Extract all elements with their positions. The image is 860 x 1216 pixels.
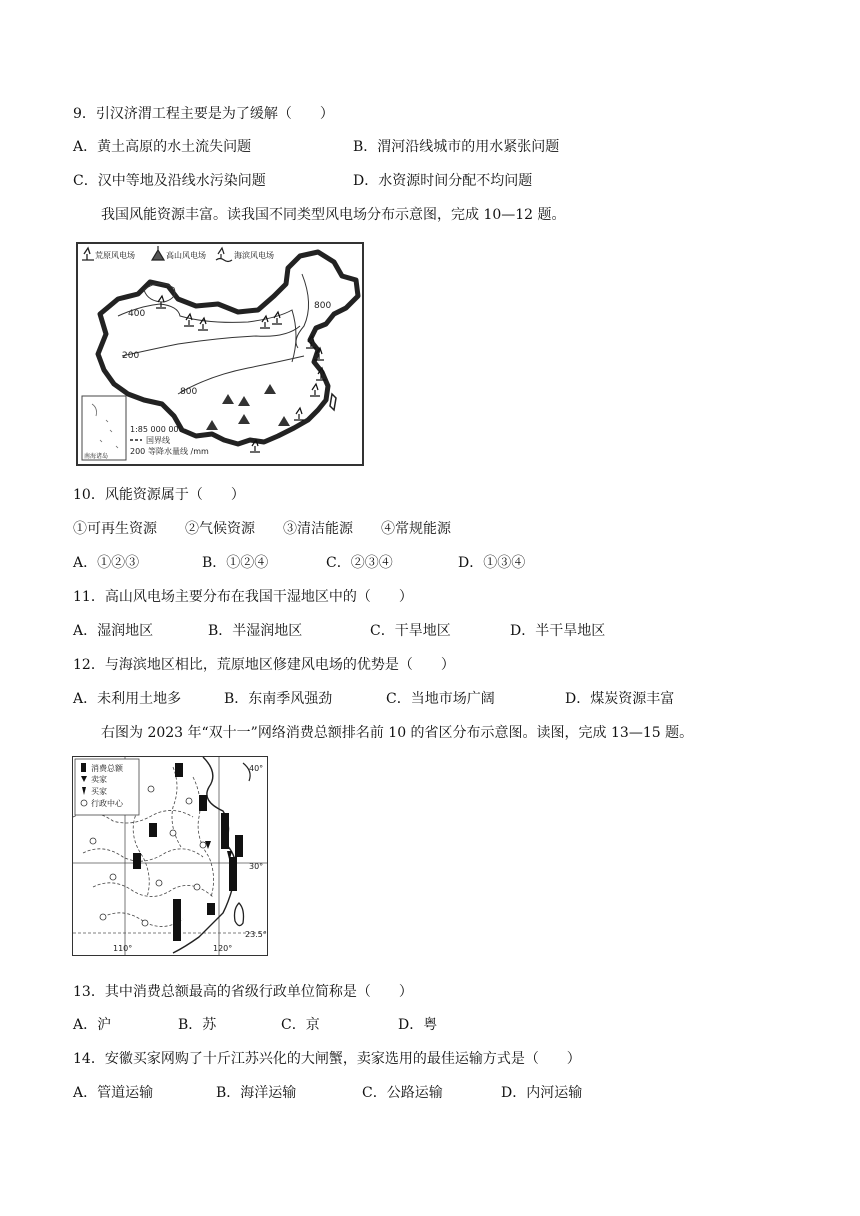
- lon-label-120: 120°: [213, 944, 233, 953]
- bar-henan: [149, 823, 157, 837]
- q12-stem: 12．与海滨地区相比，荒原地区修建风电场的优势是（ ）: [73, 657, 455, 673]
- isoline-label-400: 400: [128, 309, 146, 319]
- q13-option-d: D．粤: [398, 1017, 438, 1033]
- admin-center-icon: [100, 914, 106, 920]
- q12-option-d: D．煤炭资源丰富: [565, 691, 675, 707]
- admin-center-icon: [186, 798, 192, 804]
- coastline: [173, 757, 236, 953]
- admin-center-icon: [170, 830, 176, 836]
- q14-option-a: A．管道运输: [73, 1085, 154, 1101]
- q9-option-d: D．水资源时间分配不均问题: [353, 173, 533, 189]
- taiwan-island: [235, 903, 244, 926]
- q14-stem: 14．安徽买家网购了十斤江苏兴化的大闸蟹，卖家选用的最佳运输方式是（ ）: [73, 1051, 581, 1067]
- q12-option-b: B．东南季风强劲: [224, 691, 333, 707]
- admin-center-icon: [110, 874, 116, 880]
- admin-center-icon: [142, 920, 148, 926]
- legend-admin-center: 行政中心: [91, 799, 123, 808]
- intro-wind: 我国风能资源丰富。读我国不同类型风电场分布示意图，完成 10—12 题。: [101, 207, 566, 223]
- legend-buyer: 买家: [91, 787, 107, 796]
- lat-label-30: 30°: [249, 862, 264, 871]
- bar-beijing: [175, 763, 183, 777]
- windfarm-icon: [272, 312, 282, 324]
- q10-option-a: A．①②③: [73, 555, 140, 571]
- bar-sichuan: [133, 853, 141, 869]
- q13-stem: 13．其中消费总额最高的省级行政单位简称是（ ）: [73, 984, 413, 1000]
- q9-option-a: A．黄土高原的水土流失问题: [73, 139, 252, 155]
- lat-label-40: 40°: [249, 764, 264, 773]
- q14-option-c: C．公路运输: [362, 1085, 443, 1101]
- admin-center-icon: [156, 880, 162, 886]
- q10-option-d: D．①③④: [458, 555, 526, 571]
- mountain-windfarm-legend-icon: [152, 246, 164, 260]
- wind-legend: [82, 246, 274, 262]
- q11-option-a: A．湿润地区: [73, 623, 154, 639]
- admin-center-legend-icon: [81, 800, 87, 806]
- q14-option-d: D．内河运输: [501, 1085, 583, 1101]
- q11-stem: 11．高山风电场主要分布在我国干湿地区中的（ ）: [73, 589, 413, 605]
- wind-farm-map-svg: [78, 244, 362, 464]
- bar-zhejiang: [229, 857, 237, 891]
- q9-stem: 9．引汉济渭工程主要是为了缓解（ ）: [73, 106, 334, 122]
- intro-shopping: 右图为 2023 年“双十一”网络消费总额排名前 10 的省区分布示意图。读图，完成 13—15 题。: [101, 725, 694, 741]
- lat-label-235: 23.5°: [245, 930, 267, 939]
- q13-option-a: A．沪: [73, 1017, 112, 1033]
- q10-stem: 10．风能资源属于（ ）: [73, 487, 245, 503]
- bar-guangdong: [173, 899, 181, 941]
- legend-consumption: 消费总额: [91, 764, 123, 773]
- rain-key-value: 200: [130, 447, 146, 456]
- bar-tianjin: [199, 795, 207, 811]
- q12-option-c: C．当地市场广阔: [386, 691, 495, 707]
- china-outline: [98, 252, 358, 444]
- taiwan-island: [330, 394, 336, 410]
- bar-shanghai: [235, 835, 243, 857]
- border-key-label: 国界线: [146, 436, 170, 445]
- legend-coastal: 海滨风电场: [234, 251, 274, 260]
- q10-items: ①可再生资源 ②气候资源 ③清洁能源 ④常规能源: [73, 521, 451, 537]
- q9-option-b: B．渭河沿线城市的用水紧张问题: [353, 139, 560, 155]
- coastal-windfarm-icon: [310, 384, 320, 396]
- ecommerce-map: [72, 756, 268, 956]
- legend-wasteland: 荒原风电场: [95, 251, 135, 260]
- wasteland-windfarm-legend-icon: [82, 248, 94, 260]
- q10-option-c: C．②③④: [326, 555, 393, 571]
- legend-seller: 卖家: [91, 775, 107, 784]
- isoline-label-800-s: 800: [180, 387, 198, 397]
- admin-center-icon: [90, 838, 96, 844]
- ecommerce-map-svg: [73, 757, 267, 955]
- q13-option-c: C．京: [281, 1017, 320, 1033]
- mountain-windfarm-icon: [264, 384, 276, 394]
- q10-option-b: B．①②④: [202, 555, 269, 571]
- mountain-windfarm-symbols: [206, 384, 290, 430]
- windfarm-icon: [184, 314, 194, 326]
- q11-option-d: D．半干旱地区: [510, 623, 606, 639]
- admin-center-icon: [148, 786, 154, 792]
- isoline-label-200: 200: [122, 351, 140, 361]
- mountain-windfarm-icon: [238, 396, 250, 406]
- windfarm-icon: [260, 316, 270, 328]
- mountain-windfarm-icon: [222, 394, 234, 404]
- q14-option-b: B．海洋运输: [216, 1085, 297, 1101]
- bar-fujian: [207, 903, 215, 915]
- rain-key-label: 等降水量线 /mm: [148, 447, 209, 456]
- south-sea-inset: [82, 396, 126, 460]
- lon-label-110: 110°: [113, 944, 133, 953]
- admin-center-icon: [194, 884, 200, 890]
- coastal-windfarm-legend-icon: [216, 248, 232, 262]
- legend-mountain: 高山风电场: [166, 251, 206, 260]
- q9-option-c: C．汉中等地及沿线水污染问题: [73, 173, 266, 189]
- bar-jiangsu: [221, 813, 229, 849]
- wind-farm-map: [76, 242, 364, 466]
- consumption-legend-icon: [81, 763, 86, 772]
- mountain-windfarm-icon: [238, 414, 250, 424]
- inset-label: 南海诸岛: [84, 453, 109, 460]
- isoline-800-ne: [296, 274, 309, 348]
- coastal-windfarm-icon: [294, 408, 304, 420]
- q12-option-a: A．未利用土地多: [73, 691, 182, 707]
- q11-option-b: B．半湿润地区: [208, 623, 303, 639]
- mountain-windfarm-icon: [278, 416, 290, 426]
- isoline-label-800-ne: 800: [314, 301, 332, 311]
- mountain-windfarm-icon: [206, 420, 218, 430]
- admin-center-icon: [200, 842, 206, 848]
- q13-option-b: B．苏: [178, 1017, 217, 1033]
- map-scale: 1:85 000 000: [130, 425, 184, 434]
- q11-option-c: C．干旱地区: [370, 623, 451, 639]
- isoline-200: [122, 326, 300, 356]
